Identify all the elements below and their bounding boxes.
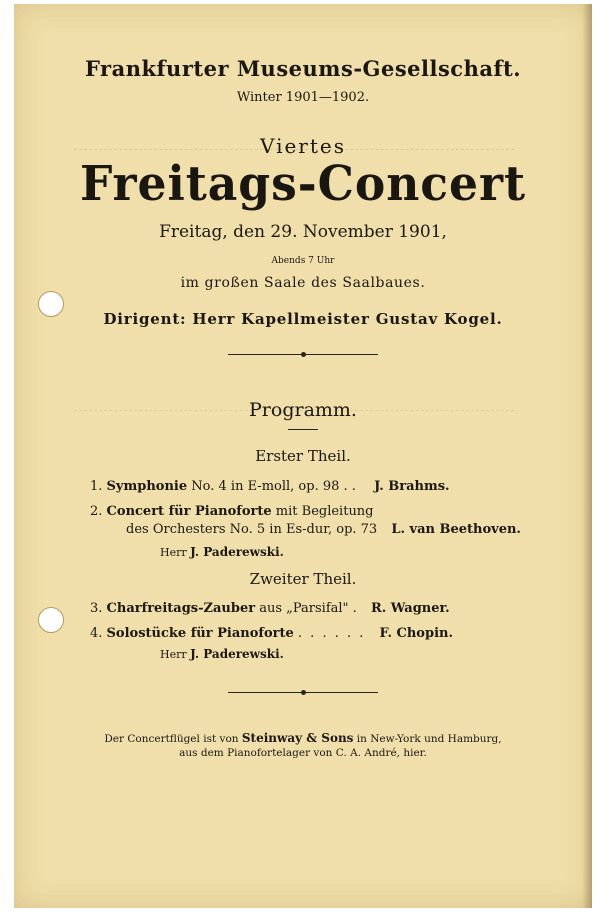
divider-program xyxy=(288,429,318,430)
program-item-1: 1. Symphonie No. 4 in E-moll, op. 98 . . J. Brahms. xyxy=(90,479,450,494)
performer-item-2: Herr J. Paderewski. xyxy=(160,545,284,559)
program-item-2: 2. Concert für Pianoforte mit Begleitung xyxy=(90,504,374,519)
performer-item-4: Herr J. Paderewski. xyxy=(160,647,284,661)
program-item-2-line2: des Orchesters No. 5 in Es-dur, op. 73 L. van Beethoven. xyxy=(126,522,521,537)
program-heading: Programm. xyxy=(249,399,357,421)
concert-date: Freitag, den 29. November 1901, xyxy=(159,222,447,242)
divider-bottom xyxy=(228,692,378,693)
concert-venue: im großen Saale des Saalbaues. xyxy=(180,275,426,291)
footer-line-1: Der Concertflügel ist von Steinway & Sons in New-York und Hamburg, xyxy=(104,731,502,745)
part-title-second: Zweiter Theil. xyxy=(249,570,357,588)
season-label: Winter 1901—1902. xyxy=(236,90,370,105)
part-title-first: Erster Theil. xyxy=(255,447,351,465)
program-item-3: 3. Charfreitags-Zauber aus „Parsifal" . R. Wagner. xyxy=(90,601,450,616)
society-name: Frankfurter Museums-Gesellschaft. xyxy=(84,56,522,81)
footer-line-2: aus dem Pianofortelager von C. A. André, hier. xyxy=(179,747,427,759)
conductor-line: Dirigent: Herr Kapellmeister Gustav Kogel. xyxy=(103,310,503,328)
concert-ordinal: Viertes xyxy=(259,134,347,158)
concert-program-page xyxy=(14,4,592,908)
divider-top xyxy=(228,354,378,355)
program-item-4: 4. Solostücke für Pianoforte . . . . . . F. Chopin. xyxy=(90,626,453,641)
concert-title: Freitags-Concert xyxy=(80,156,526,212)
concert-time: Abends 7 Uhr xyxy=(271,256,335,266)
